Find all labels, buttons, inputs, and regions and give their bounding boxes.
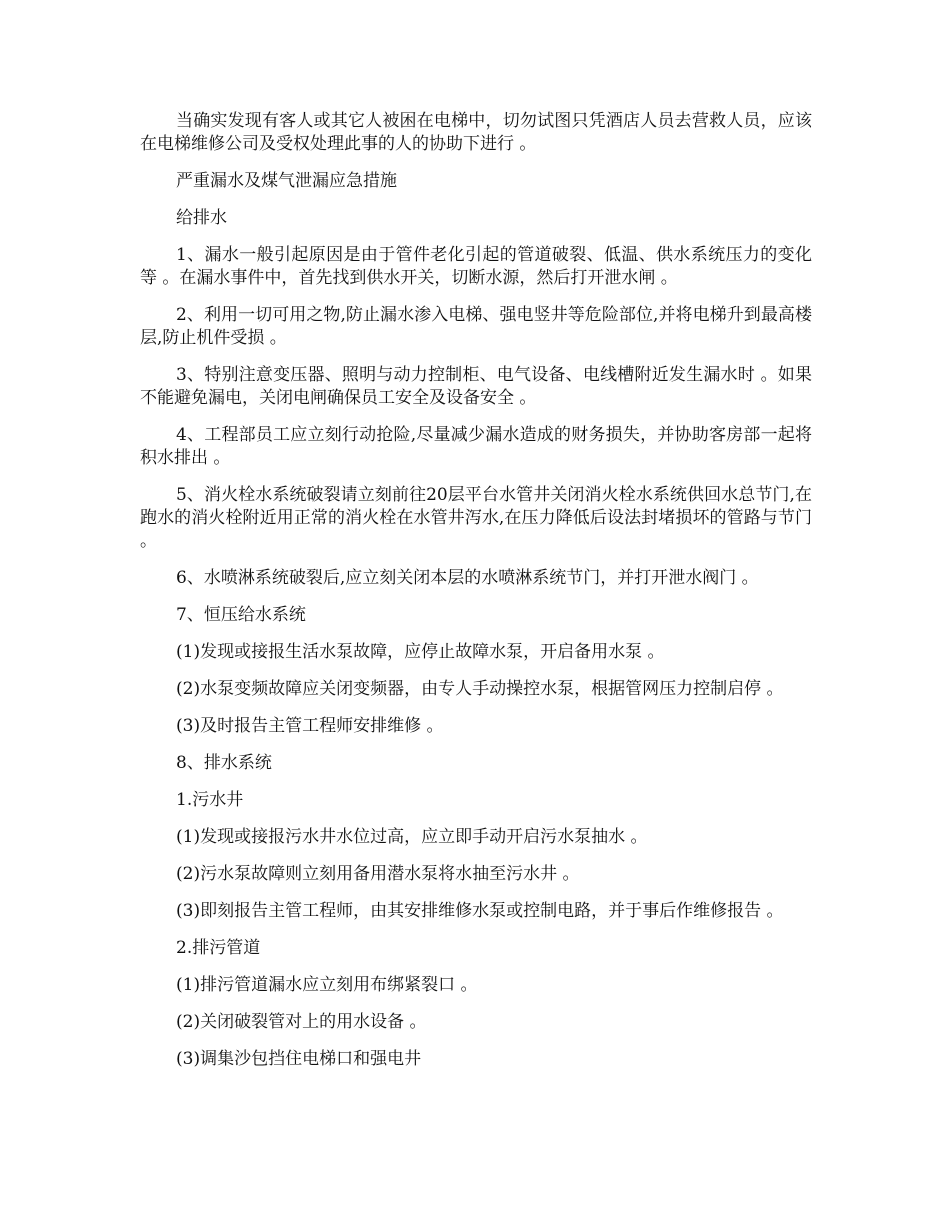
paragraph-item-5: 5、消火栓水系统破裂请立刻前往20层平台水管井关闭消火栓水系统供回水总节门,在跑水的消火栓附近用正常的消火栓在水管井泻水,在压力降低后设法封堵损坏的管路与节门 。 xyxy=(140,485,812,551)
heading-item-8: 8、排水系统 xyxy=(176,753,272,773)
heading-leak-emergency: 严重漏水及煤气泄漏应急措施 xyxy=(176,171,397,191)
paragraph-item-1: 1、漏水一般引起原因是由于管件老化引起的管道破裂、低温、供水系统压力的变化等 。在漏水事件中，首先找到供水开关，切断水源，然后打开泄水闸 。 xyxy=(140,245,812,288)
paragraph-pipe-3: (3)调集沙包挡住电梯口和强电井 xyxy=(176,1049,422,1069)
paragraph-item-2: 2、利用一切可用之物,防止漏水渗入电梯、强电竖井等危险部位,并将电梯升到最高楼层,防止机件受损 。 xyxy=(140,305,812,348)
paragraph-sewage-3: (3)即刻报告主管工程师，由其安排维修水泵或控制电路，并于事后作维修报告 。 xyxy=(176,901,784,921)
paragraph-item-6: 6、水喷淋系统破裂后,应立刻关闭本层的水喷淋系统节门，并打开泄水阀门 。 xyxy=(176,568,759,588)
paragraph-pipe-1: (1)排污管道漏水应立刻用布绑紧裂口 。 xyxy=(176,975,478,995)
subheading-sewage-well: 1.污水井 xyxy=(176,790,244,810)
heading-item-7: 7、恒压给水系统 xyxy=(176,605,306,625)
paragraph-item-4: 4、工程部员工应立刻行动抢险,尽量减少漏水造成的财务损失，并协助客房部一起将积水排出 。 xyxy=(140,425,812,468)
paragraph-sewage-1: (1)发现或接报污水井水位过高，应立即手动开启污水泵抽水 。 xyxy=(176,827,648,847)
paragraph-elevator-rescue: 当确实发现有客人或其它人被困在电梯中，切勿试图只凭酒店人员去营救人员，应该在电梯维修公司及受权处理此事的人的协助下进行 。 xyxy=(140,111,812,154)
paragraph-item-7-3: (3)及时报告主管工程师安排维修 。 xyxy=(176,716,444,736)
paragraph-sewage-2: (2)污水泵故障则立刻用备用潜水泵将水抽至污水井 。 xyxy=(176,864,580,884)
paragraph-item-3: 3、特别注意变压器、照明与动力控制柜、电气设备、电线槽附近发生漏水时 。如果不能避免漏电，关闭电闸确保员工安全及设备安全 。 xyxy=(140,365,812,408)
subheading-sewage-pipe: 2.排污管道 xyxy=(176,938,261,958)
document-page xyxy=(140,110,812,1085)
paragraph-item-7-1: (1)发现或接报生活水泵故障，应停止故障水泵，开启备用水泵 。 xyxy=(176,642,665,662)
paragraph-pipe-2: (2)关闭破裂管对上的用水设备 。 xyxy=(176,1012,427,1032)
heading-water-supply-drainage: 给排水 xyxy=(176,208,227,228)
paragraph-item-7-2: (2)水泵变频故障应关闭变频器，由专人手动操控水泵，根据管网压力控制启停 。 xyxy=(176,679,784,699)
